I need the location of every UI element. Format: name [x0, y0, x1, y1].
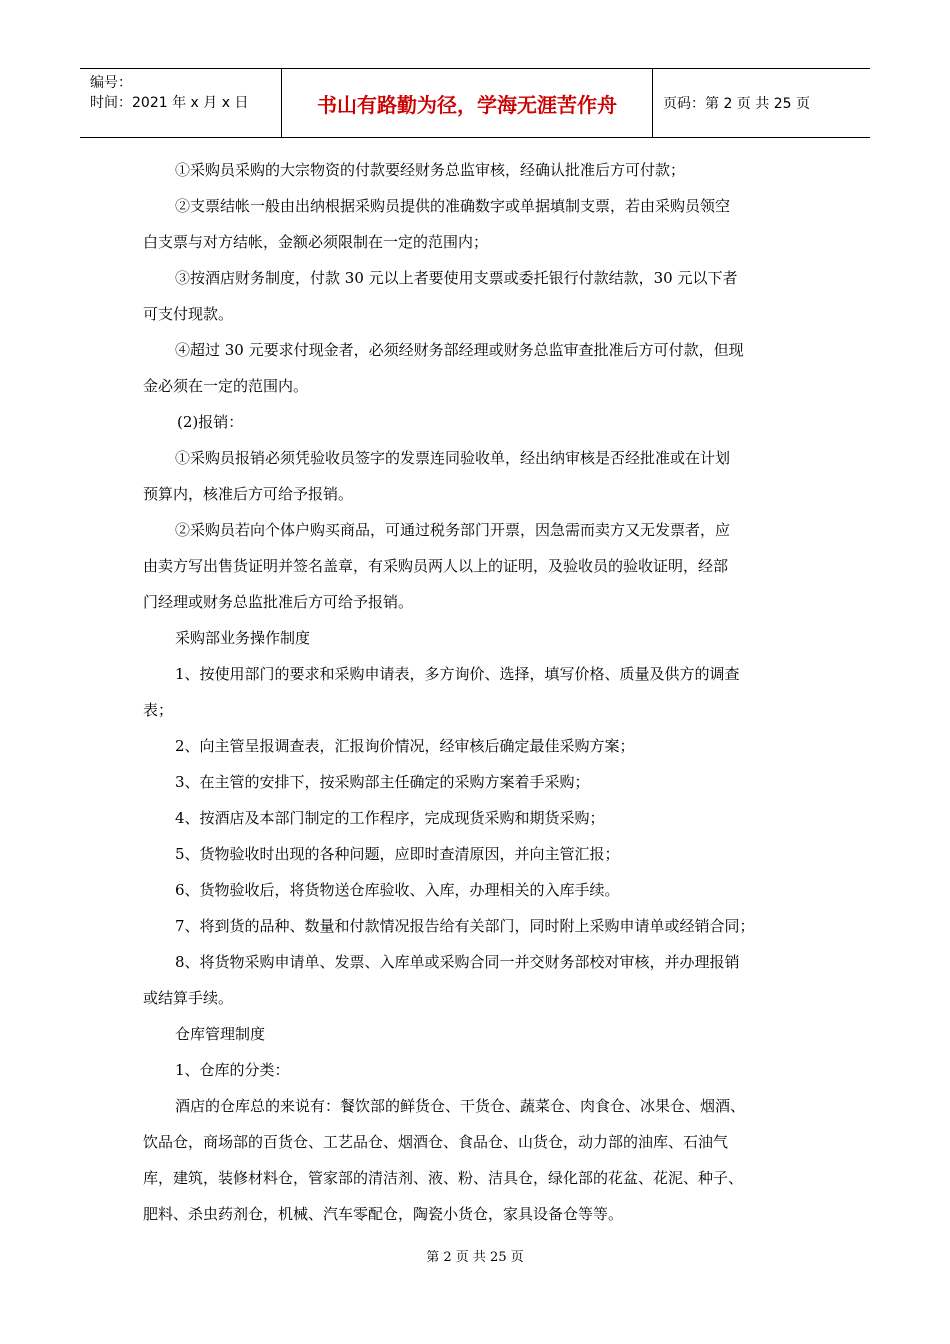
- text-line: 2、向主管呈报调查表，汇报询价情况，经审核后确定最佳采购方案；: [175, 737, 635, 755]
- text-line: 3、在主管的安排下，按采购部主任确定的采购方案着手采购；: [175, 773, 590, 791]
- text-line: 5、货物验收时出现的各种问题，应即时查清原因，并向主管汇报；: [175, 845, 620, 863]
- number-label: 编号：: [90, 75, 132, 91]
- text-line: 门经理或财务总监批准后方可给予报销。: [143, 593, 414, 611]
- text-line: 或结算手续。: [143, 989, 234, 1007]
- text-line: 由卖方写出售货证明并签名盖章，有采购员两人以上的证明，及验收员的验收证明，经部: [143, 557, 729, 575]
- text-line: 7、将到货的品种、数量和付款情况报告给有关部门，同时附上采购申请单或经销合同；: [175, 917, 755, 935]
- text-line: ②支票结帐一般由出纳根据采购员提供的准确数字或单据填制支票，若由采购员领空: [175, 197, 731, 215]
- header-page-info: 页码：第 2 页 共 25 页: [663, 96, 810, 112]
- text-line: (2)报销：: [177, 413, 244, 431]
- text-line: ④超过 30 元要求付现金者，必须经财务部经理或财务总监审查批准后方可付款，但现: [175, 341, 744, 359]
- text-line: 可支付现款。: [143, 305, 234, 323]
- text-line: 酒店的仓库总的来说有：餐饮部的鲜货仓、干货仓、蔬菜仓、肉食仓、冰果仓、烟酒、: [175, 1097, 746, 1115]
- text-line: 饮品仓，商场部的百货仓、工艺品仓、烟酒仓、食品仓、山货仓，动力部的油库、石油气: [143, 1133, 729, 1151]
- text-line: 肥料、杀虫药剂仓，机械、汽车零配仓，陶瓷小货仓，家具设备仓等等。: [143, 1205, 624, 1223]
- text-line: 4、按酒店及本部门制定的工作程序，完成现货采购和期货采购；: [175, 809, 605, 827]
- text-line: ③按酒店财务制度，付款 30 元以上者要使用支票或委托银行付款结款，30 元以下者: [175, 269, 738, 287]
- page-header: [80, 68, 870, 138]
- text-line: 库，建筑，装修材料仓，管家部的清洁剂、液、粉、洁具仓，绿化部的花盆、花泥、种子、: [143, 1169, 744, 1187]
- time-label: 时间：2021 年 x 月 x 日: [90, 95, 249, 111]
- text-line: 6、货物验收后，将货物送仓库验收、入库，办理相关的入库手续。: [175, 881, 620, 899]
- text-line: ②采购员若向个体户购买商品，可通过税务部门开票，因急需而卖方又无发票者，应: [175, 521, 731, 539]
- text-line: 1、仓库的分类：: [175, 1061, 290, 1079]
- text-line: 1、按使用部门的要求和采购申请表，多方询价、选择，填写价格、质量及供方的调查: [175, 665, 740, 683]
- text-line: 表；: [143, 701, 174, 719]
- text-line: 预算内，核准后方可给予报销。: [143, 485, 354, 503]
- page-footer: 第 2 页 共 25 页: [426, 1250, 524, 1265]
- text-line: 8、将货物采购申请单、发票、入库单或采购合同一并交财务部校对审核，并办理报销: [175, 953, 740, 971]
- header-motto: 书山有路勤为径，学海无涯苦作舟: [282, 69, 653, 137]
- header-left-cell: [80, 69, 282, 137]
- section-heading: 仓库管理制度: [175, 1025, 266, 1043]
- text-line: 白支票与对方结帐，金额必须限制在一定的范围内；: [143, 233, 489, 251]
- text-line: ①采购员采购的大宗物资的付款要经财务总监审核，经确认批准后方可付款；: [175, 161, 686, 179]
- text-line: 金必须在一定的范围内。: [143, 377, 309, 395]
- document-body: [143, 152, 813, 1232]
- text-line: ①采购员报销必须凭验收员签字的发票连同验收单，经出纳审核是否经批准或在计划: [175, 449, 731, 467]
- section-heading: 采购部业务操作制度: [175, 629, 311, 647]
